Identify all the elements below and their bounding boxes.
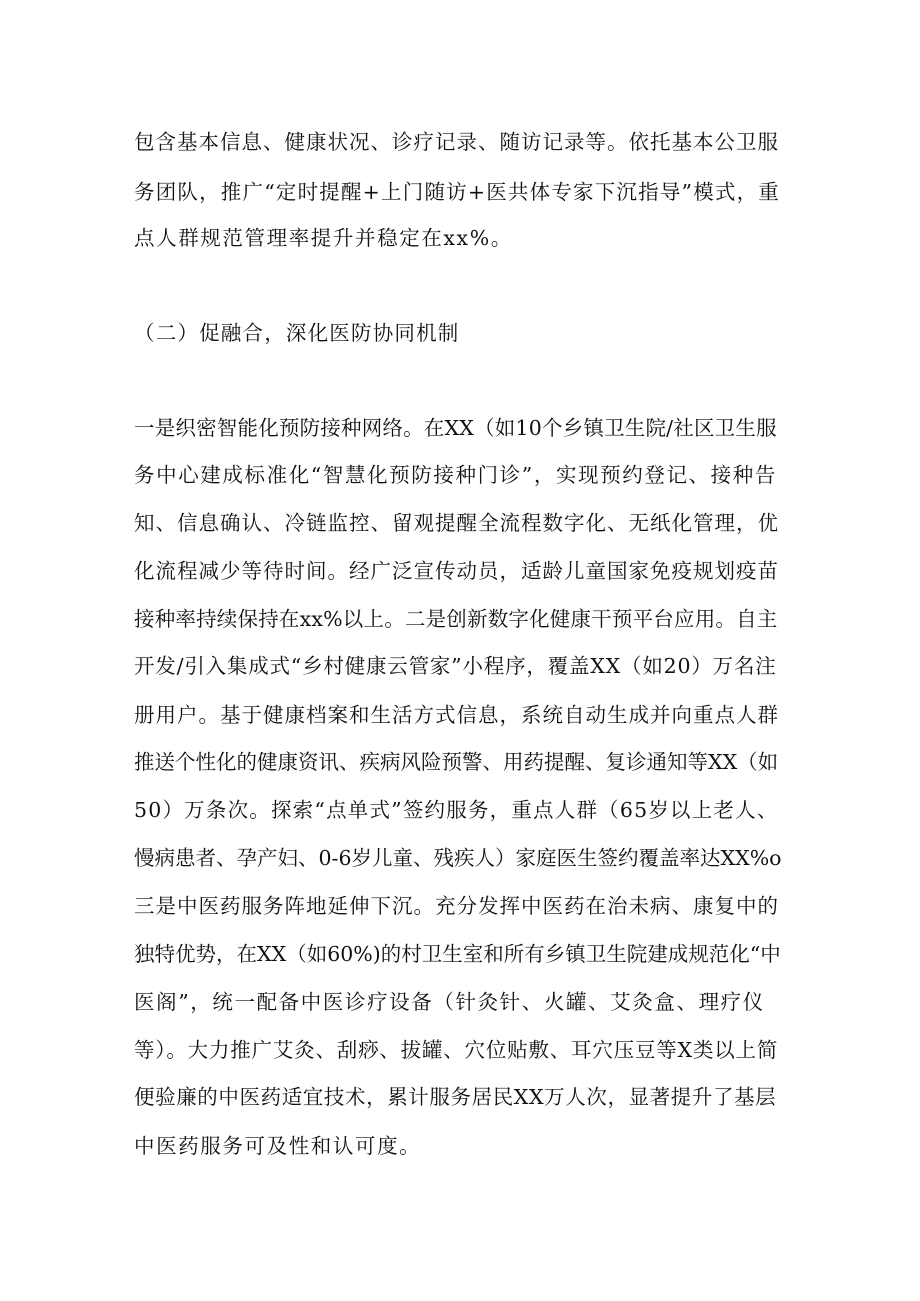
paragraph-2-line-13: 医阁”，统一配备中医诊疗设备（针灸针、火罐、艾灸盒、理疗仪 xyxy=(134,990,765,1014)
paragraph-1-line-2: 务团队，推广“定时提醒+上门随访+医共体专家下沉指导”模式，重 xyxy=(134,180,781,204)
paragraph-2-line-12: 独特优势，在XX（如60%)的村卫生室和所有乡镇卫生院建成规范化“中 xyxy=(134,942,781,966)
paragraph-2-line-1: 一是织密智能化预防接种网络。在XX（如10个乡镇卫生院/社区卫生服 xyxy=(134,416,777,440)
paragraph-2-line-2: 务中心建成标准化“智慧化预防接种门诊”，实现预约登记、接种告 xyxy=(134,463,777,487)
paragraph-2-line-4: 化流程减少等待时间。经广泛宣传动员，适龄儿童国家免疫规划疫苗 xyxy=(134,559,779,583)
paragraph-1-line-1: 包含基本信息、健康状况、诊疗记录、随访记录等。依托基本公卫服 xyxy=(134,130,779,154)
paragraph-2-line-16: 中医药服务可及性和认可度。 xyxy=(134,1134,422,1158)
paragraph-1-line-3: 点人群规范管理率提升并稳定在xx%。 xyxy=(134,226,513,250)
paragraph-2-line-5: 接种率持续保持在xx%以上。二是创新数字化健康干预平台应用。自主 xyxy=(134,607,778,631)
paragraph-2-line-8: 推送个性化的健康资讯、疾病风险预警、用药提醒、复诊通知等XX（如 xyxy=(134,750,779,774)
paragraph-2-line-11: 三是中医药服务阵地延伸下沉。充分发挥中医药在治未病、康复中的 xyxy=(134,894,779,918)
paragraph-2-line-10: 慢病患者、孕产妇、0-6岁儿童、残疾人）家庭医生签约覆盖率达XX%o xyxy=(134,846,782,870)
paragraph-2-line-15: 便验廉的中医药适宜技术，累计服务居民XX万人次，显著提升了基层 xyxy=(134,1085,777,1109)
paragraph-2-line-6: 开发/引入集成式“乡村健康云管家”小程序，覆盖XX（如20）万名注 xyxy=(134,654,777,678)
paragraph-2-line-9: 50）万条次。探索“点单式”签约服务，重点人群（65岁以上老人、 xyxy=(134,798,779,822)
paragraph-2-line-7: 册用户。基于健康档案和生活方式信息，系统自动生成并向重点人群 xyxy=(134,703,779,727)
section-heading: （二）促融合，深化医防协同机制 xyxy=(134,321,460,345)
paragraph-2-line-3: 知、信息确认、冷链监控、留观提醒全流程数字化、无纸化管理，优 xyxy=(134,511,779,535)
paragraph-2-line-14: 等）。大力推广艾灸、刮痧、拔罐、穴位贴敷、耳穴压豆等X类以上简 xyxy=(134,1038,779,1062)
